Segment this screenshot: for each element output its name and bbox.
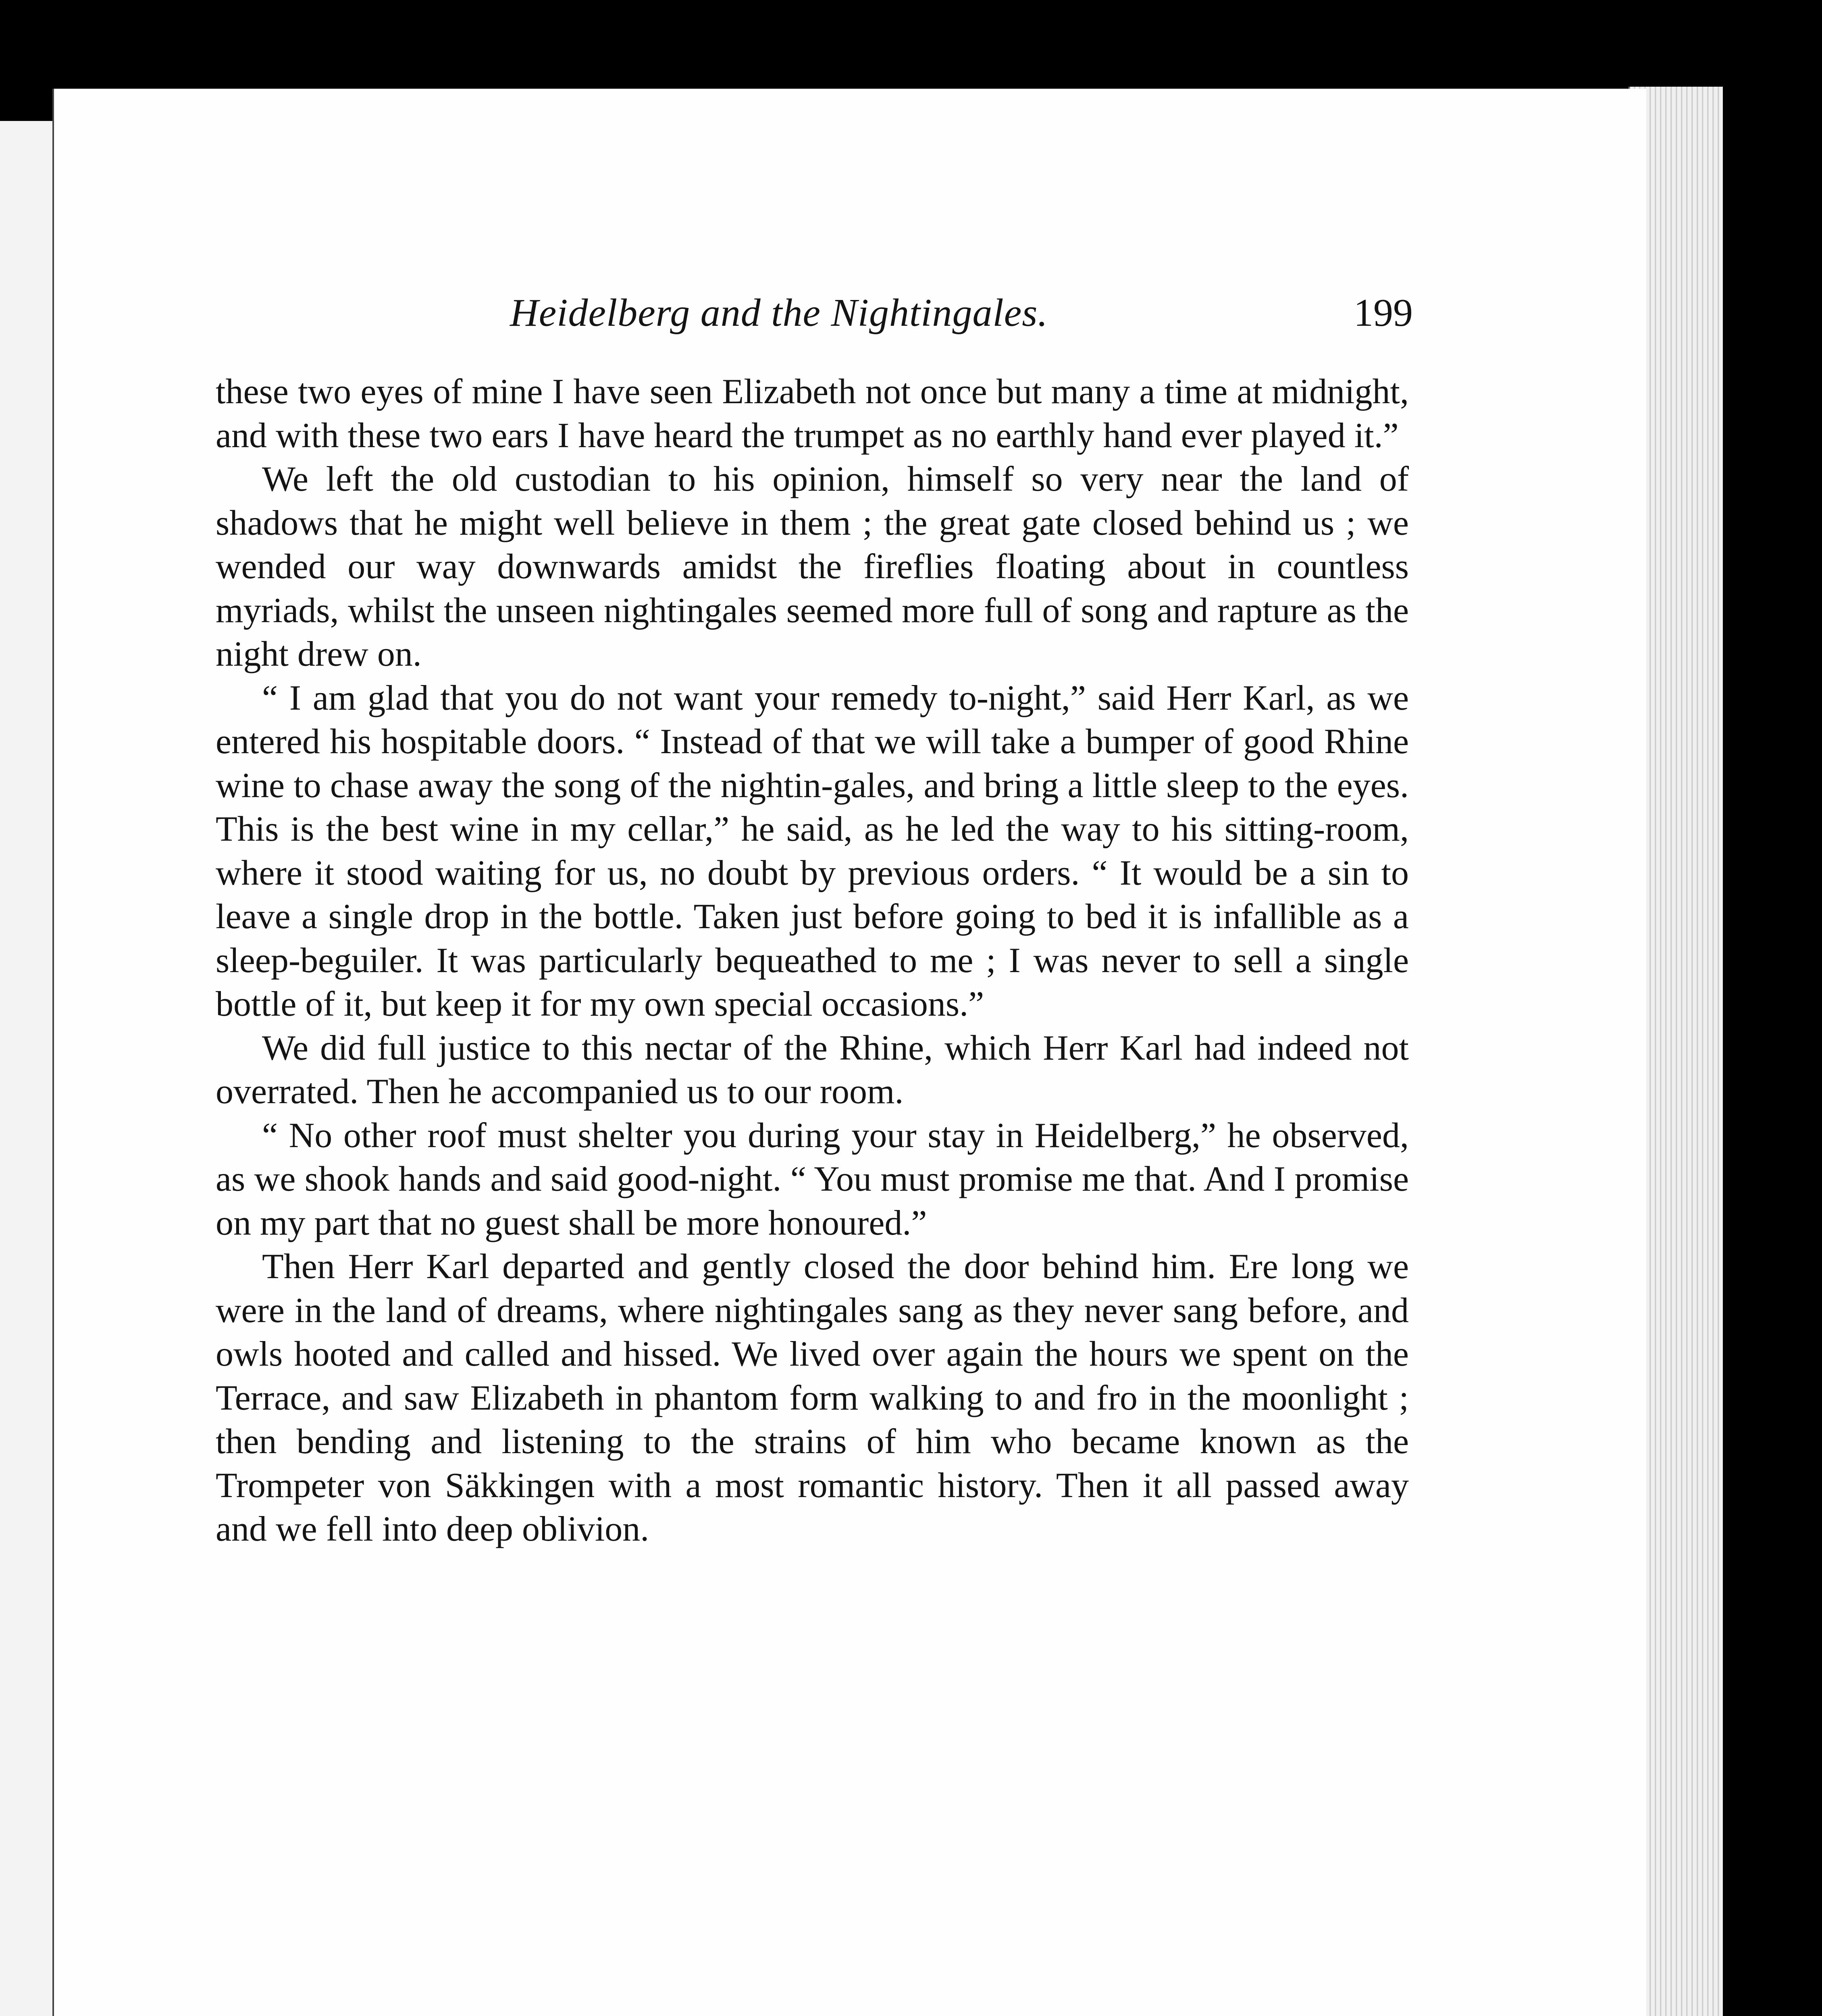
paragraph-5: “ No other roof must shelter you during your stay in Heidelberg,” he observed, as we shook hands and said good-night. “ You must promise me that. And I promise on my part that no guest shall be more honoured.” — [216, 1116, 1409, 1243]
paragraph-4: We did full justice to this nectar of the Rhine, which Herr Karl had indeed not overrated. Then he accompanied us to our room. — [216, 1028, 1409, 1111]
paragraph-6: Then Herr Karl departed and gently closed the door behind him. Ere long we were in the land of dreams, where nightingales sang as they never sang before, and owls hooted and called and hissed. We lived over again the hours we spent on the Terrace, and saw Elizabeth in phantom form walking to and fro in the moonlight ; then bending and listening to the strains of him who became known as the Trompeter von Säkkingen with a most romantic history. Then it all passed away and we fell into deep oblivion. — [216, 1247, 1409, 1549]
paragraph-3: “ I am glad that you do not want your remedy to-night,” said Herr Karl, as we entered his hospitable doors. “ Instead of that we will take a bumper of good Rhine wine to chase away the song of the nightin-gales, and bring a little sleep to the eyes. This is the best wine in my cellar,” he said, as he led the way to his sitting-room, where it stood waiting for us, no doubt by previous orders. “ It would be a sin to leave a single drop in the bottle. Taken just before going to bed it is infallible as a sleep-beguiler. It was particularly bequeathed to me ; I was never to sell a single bottle of it, but keep it for my own special occasions.” — [216, 678, 1409, 1024]
body-text — [216, 370, 1409, 1552]
page-number: 199 — [1354, 291, 1413, 335]
paragraph-1: these two eyes of mine I have seen Elizabeth not once but many a time at midnight, and with these two ears I have heard the trumpet as no earthly hand ever played it.” — [216, 372, 1409, 455]
running-title: Heidelberg and the Nightingales. — [510, 291, 1048, 335]
paragraph-2: We left the old custodian to his opinion, himself so very near the land of shadows that he might well believe in them ; the great gate closed behind us ; we wended our way downwards amidst the fireflies floating about in countless myriads, whilst the unseen nightingales seemed more full of song and rapture as the night drew on. — [216, 460, 1409, 674]
